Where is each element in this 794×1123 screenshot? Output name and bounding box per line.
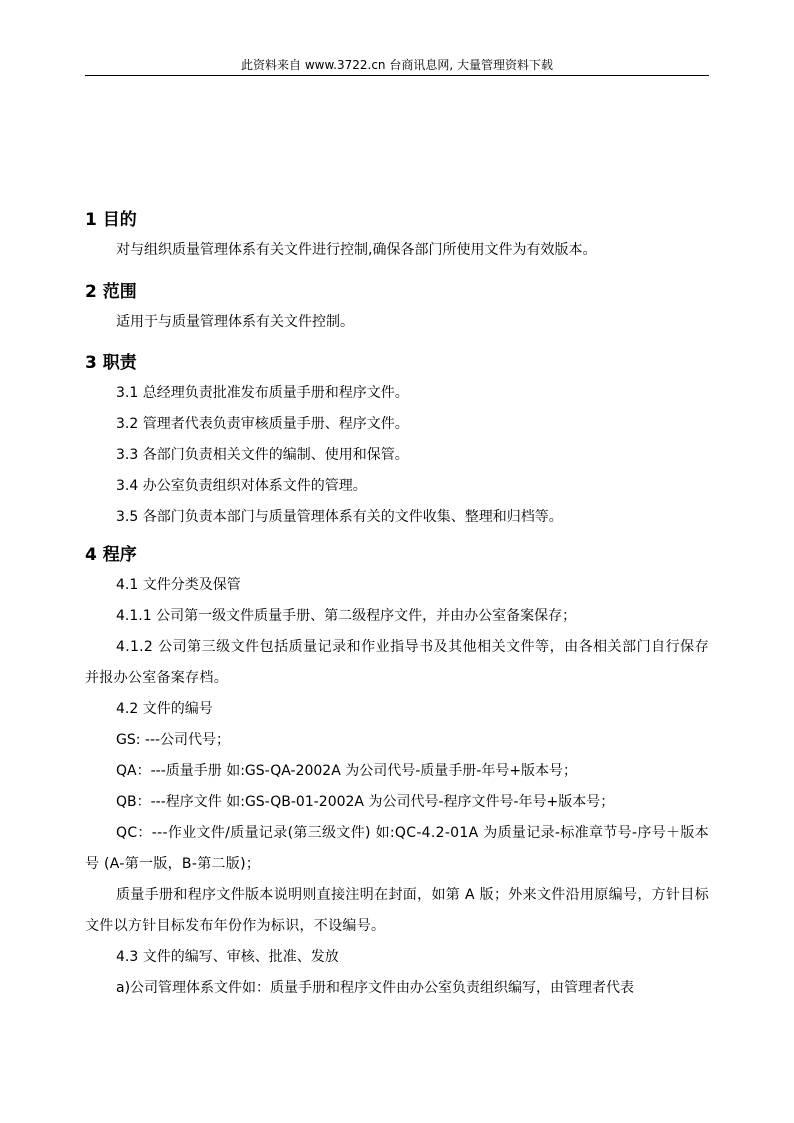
section-2-paragraph: 适用于与质量管理体系有关文件控制。 — [116, 314, 354, 330]
code-definition: QB：---程序文件 如:GS-QB-01-2002A 为公司代号-程序文件号-年号+版本号； — [116, 794, 615, 810]
code-definition: QA：---质量手册 如:GS-QA-2002A 为公司代号-质量手册-年号+版本号； — [116, 763, 578, 779]
responsibility-item: 3.4 办公室负责组织对体系文件的管理。 — [116, 478, 367, 494]
section-1-paragraph: 对与组织质量管理体系有关文件进行控制,确保各部门所使用文件为有效版本。 — [116, 242, 597, 258]
procedure-line: a)公司管理体系文件如：质量手册和程序文件由办公室负责组织编写，由管理者代表 — [116, 980, 635, 996]
procedure-paragraph: 质量手册和程序文件版本说明则直接注明在封面，如第 A 版；外来文件沿用原编号，方针目标文件以方针目标发布年份作为标识，不设编号。 — [85, 887, 709, 934]
procedure-line: 4.1.1 公司第一级文件质量手册、第二级程序文件，并由办公室备案保存； — [116, 608, 577, 624]
header-divider — [85, 75, 709, 76]
code-definition: GS: ---公司代号； — [116, 732, 231, 748]
procedure-line: 4.2 文件的编号 — [116, 701, 213, 717]
responsibility-item: 3.3 各部门负责相关文件的编制、使用和保管。 — [116, 447, 409, 463]
page-header: 此资料来自 www.3722.cn 台商讯息网, 大量管理资料下载 — [241, 58, 553, 72]
responsibility-item: 3.2 管理者代表负责审核质量手册、程序文件。 — [116, 416, 409, 432]
responsibility-item: 3.1 总经理负责批准发布质量手册和程序文件。 — [116, 385, 409, 401]
code-definition: QC：---作业文件/质量记录(第三级文件) 如:QC-4.2-01A 为质量记录-标准章节号-序号＋版本号 (A-第一版，B-第二版)； — [85, 825, 709, 872]
section-3-heading: 3 职责 — [85, 353, 137, 373]
section-4-heading: 4 程序 — [85, 545, 137, 565]
document-body — [85, 205, 709, 1004]
procedure-line: 4.3 文件的编写、审核、批准、发放 — [116, 949, 339, 965]
responsibility-item: 3.5 各部门负责本部门与质量管理体系有关的文件收集、整理和归档等。 — [116, 509, 563, 525]
procedure-line: 4.1 文件分类及保管 — [116, 577, 241, 593]
procedure-paragraph: 4.1.2 公司第三级文件包括质量记录和作业指导书及其他相关文件等，由各相关部门自行保存并报办公室备案存档。 — [85, 639, 709, 686]
section-1-heading: 1 目的 — [85, 210, 137, 230]
section-2-heading: 2 范围 — [85, 282, 137, 302]
